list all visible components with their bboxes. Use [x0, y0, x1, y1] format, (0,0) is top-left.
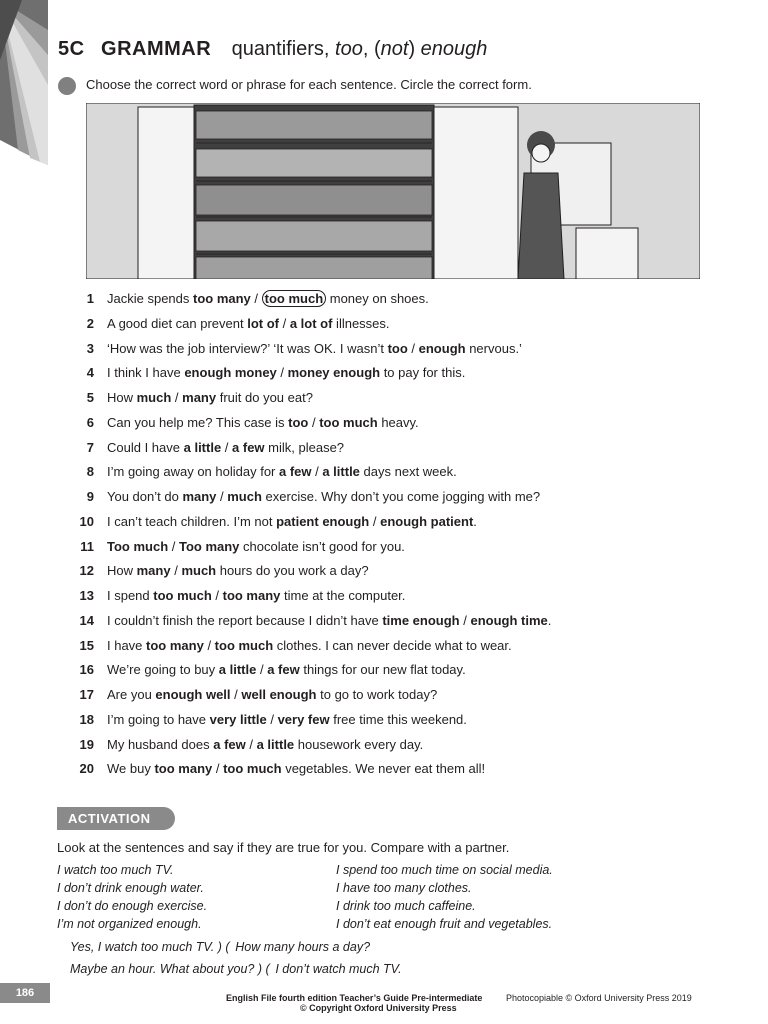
sentence-item: 12 How many / much hours do you work a day? — [79, 563, 369, 579]
shoe-cupboard-illustration — [86, 103, 700, 279]
sentence-item: 8 I’m going away on holiday for a few / a little days next week. — [86, 464, 457, 480]
activation-instruction: Look at the sentences and say if they are true for you. Compare with a partner. — [57, 840, 510, 855]
sentence-item: 2 A good diet can prevent lot of / a lot of illnesses. — [86, 315, 390, 331]
activation-badge: ACTIVATION — [57, 807, 175, 830]
sentence-item: 5 How much / many fruit do you eat? — [86, 390, 313, 405]
footer-book-title: English File fourth edition Teacher’s Guide Pre-intermediate — [226, 993, 483, 1003]
activation-sentence: I drink too much caffeine. — [336, 899, 476, 913]
section-topic: quantifiers, too, (not) enough — [231, 38, 488, 60]
page-number: 186 — [0, 983, 50, 1003]
footer-watermark: © Copyright Oxford University Press — [300, 1003, 457, 1013]
page-header — [58, 38, 487, 61]
sentence-item: 3 ‘How was the job interview?’ ‘It was OK. I wasn’t too / enough nervous.’ — [86, 340, 522, 356]
footer-copyright: Photocopiable © Oxford University Press 2019 — [506, 993, 692, 1003]
sentence-item: 20 We buy too many / too much vegetables. We never eat them all! — [79, 761, 486, 777]
speech-bracket-icon: ) ( — [257, 962, 270, 976]
speaker-b-line: How many hours a day? — [235, 940, 371, 954]
section-code: 5C — [58, 38, 85, 60]
activation-sentences-right — [336, 863, 553, 935]
dialogue-line — [70, 962, 402, 976]
activation-sentences-left — [57, 863, 207, 935]
sentence-item: 7 Could I have a little / a few milk, please? — [86, 439, 345, 455]
activation-sentence: I don’t do enough exercise. — [57, 899, 208, 913]
activation-sentence: I spend too much time on social media. — [336, 863, 553, 877]
sentence-item: 1 Jackie spends too many / too much money on shoes. — [86, 291, 429, 306]
speaker-a-line: Yes, I watch too much TV. — [70, 940, 215, 954]
sentence-item: 15 I have too many / too much clothes. I can never decide what to wear. — [79, 637, 512, 653]
corner-fan-decoration — [0, 0, 48, 165]
activation-sentence: I don’t eat enough fruit and vegetables. — [336, 917, 553, 931]
sentence-item: 9 You don’t do many / much exercise. Why don’t you come jogging with me? — [86, 489, 541, 504]
section-title: GRAMMAR — [101, 38, 212, 60]
speaker-b-line: I don’t watch much TV. — [275, 962, 402, 976]
speaker-a-line: Maybe an hour. What about you? — [70, 962, 255, 976]
sentence-item: 16 We’re going to buy a little / a few things for our new flat today. — [79, 662, 466, 678]
activation-sentence: I’m not organized enough. — [57, 917, 202, 931]
shoe-shelves — [196, 111, 432, 279]
sentence-item: 6 Can you help me? This case is too / too much heavy. — [86, 414, 419, 430]
sentence-item: 4 I think I have enough money / money enough to pay for this. — [86, 365, 466, 381]
circled-answer: too much — [262, 290, 327, 307]
sentence-item: 17 Are you enough well / well enough to go to work today? — [79, 687, 438, 702]
sentence-item: 19 My husband does a few / a little housework every day. — [79, 736, 424, 752]
sentence-list — [72, 291, 712, 786]
exercise-instruction: Choose the correct word or phrase for each sentence. Circle the correct form. — [86, 77, 532, 92]
speech-bracket-icon: ) ( — [217, 940, 230, 954]
sentence-item: 10 I can’t teach children. I’m not patient enough / enough patient. — [79, 513, 477, 529]
sentence-item: 18 I’m going to have very little / very few free time this weekend. — [79, 711, 467, 727]
sentence-item: 11 Too much / Too many chocolate isn’t good for you. — [80, 538, 405, 554]
activation-sentence: I watch too much TV. — [57, 863, 174, 877]
sentence-item: 13 I spend too much / too many time at the computer. — [79, 588, 406, 603]
activation-sentence: I don’t drink enough water. — [57, 881, 204, 895]
sentence-item: 14 I couldn’t finish the report because I didn’t have time enough / enough time. — [79, 612, 552, 628]
activation-sentence: I have too many clothes. — [336, 881, 472, 895]
exercise-bullet-icon — [58, 77, 76, 95]
dialogue-line — [70, 940, 370, 954]
